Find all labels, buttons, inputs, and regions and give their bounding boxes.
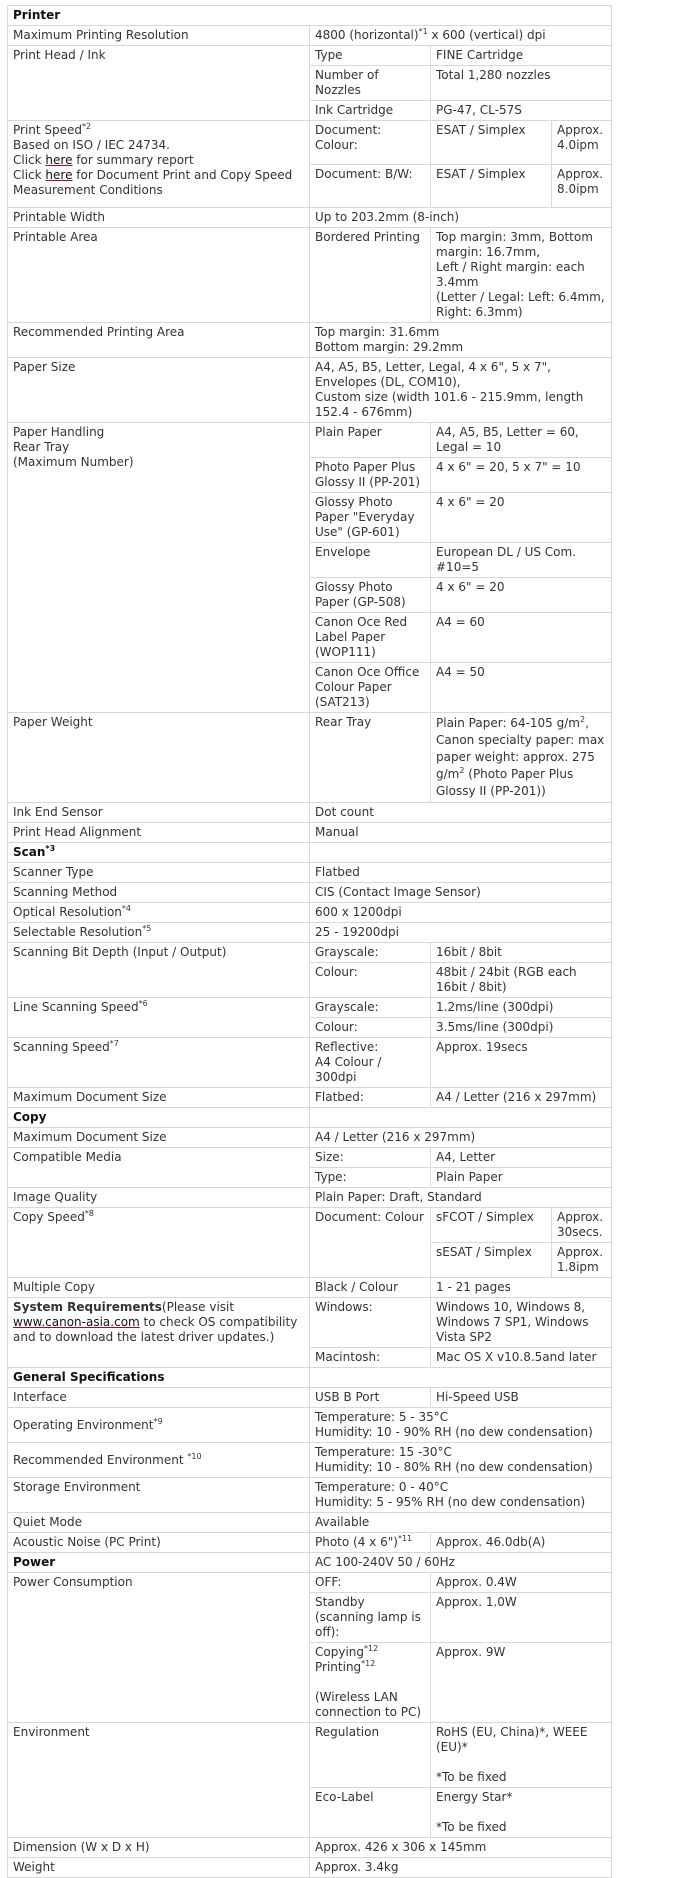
row-label: Storage Environment <box>8 1478 310 1513</box>
summary-report-link[interactable]: here <box>45 153 73 167</box>
print-head-ink-cell: Type FINE Cartridge Number of Nozzles Total 1,280 nozzles Ink Cartridge PG-47, CL-57S <box>310 46 612 121</box>
recommended-area-value: Top margin: 31.6mm Bottom margin: 29.2mm <box>310 323 612 358</box>
row-label: Maximum Document Size <box>8 1088 310 1108</box>
section-heading-copy: Copy <box>8 1108 310 1128</box>
row-label: Interface <box>8 1388 310 1408</box>
row-label: Maximum Printing Resolution <box>8 26 310 46</box>
paper-handling-label: Paper Handling Rear Tray (Maximum Number) <box>8 423 310 713</box>
row-label: Paper Size <box>8 358 310 423</box>
row-label: Quiet Mode <box>8 1513 310 1533</box>
row-label: Scanner Type <box>8 863 310 883</box>
row-label: Recommended Printing Area <box>8 323 310 358</box>
row-label: Multiple Copy <box>8 1278 310 1298</box>
row-label: Scanning Method <box>8 883 310 903</box>
row-label: Recommended Environment $^{*10}$ <box>8 1443 310 1478</box>
row-label: Weight <box>8 1858 310 1878</box>
printable-area-cell: Bordered Printing Top margin: 3mm, Bottom margin: 16.7mm, Left / Right margin: each 3.4mm (Letter / Legal: Left: 6.4mm, Right: 6.3mm) <box>310 228 612 323</box>
row-label: Scanning Speed$^{*7}$ <box>8 1038 310 1088</box>
row-label: Print Head / Ink <box>8 46 310 121</box>
row-label: Environment <box>8 1723 310 1838</box>
row-label: Line Scanning Speed$^{*6}$ <box>8 998 310 1038</box>
section-heading-printer: Printer <box>8 6 612 26</box>
row-label: Dimension (W x D x H) <box>8 1838 310 1858</box>
paper-handling-cell: Plain Paper A4, A5, B5, Letter = 60, Legal = 10 Photo Paper Plus Glossy II (PP-201) 4 x 6" = 20, 5 x 7" = 10 Glossy Photo Paper "Everyday Use" (GP-601) 4 x 6" = 20 Envelope European DL / US Com. #10=5 Glossy Photo Paper (GP-508) 4 x 6" = 20 Canon Oce Red Label Paper (WOP111) A4 = 60 Canon Oce Office Colour Paper (SAT213) A4 = 50 <box>310 423 612 713</box>
row-label: Operating Environment$^{*9}$ <box>8 1408 310 1443</box>
spec-table: Printer Maximum Printing Resolution 4800 (horizontal)$^{*1}$ x 600 (vertical) dpi Print Head / Ink Type FINE Cartridge Number of Nozzles Total 1,280 nozzles Ink Cartridge PG-47, CL-57S Print Speed$^{*2}$ Based on ISO / IEC 24734. Click here for summary report Click here for Document Print and Copy Speed Measurement Conditions Document: Colour: ESAT / Simplex Approx. 4.0ipm Document: B/W: ESAT / Simplex Approx. 8.0ipm Printable Width Up to 203.2mm (8-inch) Printable Area Bordered Printing Top margin: 3mm, Bottom margin: 16.7mm, Left / Right margin: each 3.4mm (Letter / Legal: Left: 6.4mm, Right: 6.3mm) Recommended Printing Area Top margin: 31.6mm Bottom margin: 29.2mm Paper Size A4, A5, B5, Letter, Legal, 4 x 6", 5 x 7", Envelopes (DL, COM10), Custom size (width 101.6 - 215.9mm, length 152.4 - 676mm) Paper Handling Rear Tray (Maximum Number) Plain Paper A4, A5, B5, Letter = 60, Legal = 10 Photo Paper Plus Glossy II (PP-201) 4 x 6" = 20, 5 x 7" = 10 Glossy Photo Paper "Everyday Use" (GP-601) 4 x 6" = 20 Envelope European DL / US Com. #10=5 Glossy Photo Paper (GP-508) 4 x 6" = 20 Canon Oce Red Label Paper (WOP111) A4 = 60 Canon Oce Office Colour Paper (SAT213) A4 = 50 Paper Weight Rear Tray Plain Paper: 64-105 $g/m^2$, Canon specialty paper: max paper weight: approx. 275 $g/m^2$ (Photo Paper Plus Glossy II (PP-201)) Ink End Sensor Dot count Print Head Alignment Manual Scan$^{*3}$ Scanner Type Flatbed Scanning Method CIS (Contact Image Sensor) Optical Resolution$^{*4}$ 600 x 1200dpi Selectable Resolution$^{*5}$ 25 - 19200dpi Scanning Bit Depth (Input / Output) Grayscale: 16bit / 8bit Colour: 48bit / 24bit (RGB each 16bit / 8bit) Line Scanning Speed$^{*6}$ Grayscale: 1.2ms/line (300dpi) Colour: 3.5ms/line (300dpi) Scanning Speed$^{*7}$ Reflective: A4 Colour / 300dpi Approx. 19secs Maximum Document Size Flatbed: A4 / Letter (216 x 297mm) Copy Maximum Document Size A4 / Letter (216 x 297mm) Compatible Media Size: A4, Letter Type: Plain Paper Image Quality Plain Paper: Draft, Standard Copy Speed$^{*8}$ Document: Colour sFCOT / Simplex Approx. 30secs. sESAT / Simplex Approx. 1.8ipm Multiple Copy Black / Colour 1 - 21 pages System Requirements(Please visit www.canon-asia.com to check OS compatibility and to download the latest driver updates.) Windows: Windows 10, Windows 8, Windows 7 SP1, Windows Vista SP2 Macintosh: Mac OS X v10.8.5and later General Specifications Interface USB B Port Hi-Speed USB Operating Environment$^{*9}$ Temperature: 5 - 35°C Humidity: 10 - 90% RH (no dew condensation) Recommended Environment $^{*10}$ Temperature: 15 -30°C Humidity: 10 - 80% RH (no dew condensation) Storage Environment Temperature: 0 - 40°C Humidity: 5 - 95% RH (no dew condensation) Quiet Mode Available Acoustic Noise (PC Print) Photo (4 x 6")$^{*11}$ Approx. 46.0db(A) Power AC 100-240V 50 / 60Hz Power Consumption OFF: Approx. 0.4W Standby (scanning lamp is off): Approx. 1.0W Copying$^{*12}$ Printing$^{*12}$ (Wireless LAN connection to PC) Approx. 9W Environment Regulation RoHS (EU, China)*, WEEE (EU)* *To be fixed Eco-Label Energy Star* *To be fixed Dimension (W x D x H) Approx. 426 x 306 x 145mm Weight Approx. 3.4kg <box>7 5 612 1878</box>
row-label: Image Quality <box>8 1188 310 1208</box>
print-speed-cell: Document: Colour: ESAT / Simplex Approx. 4.0ipm Document: B/W: ESAT / Simplex Approx. 8.0ipm <box>310 121 612 208</box>
row-label: Acoustic Noise (PC Print) <box>8 1533 310 1553</box>
row-label: Ink End Sensor <box>8 803 310 823</box>
paper-weight-cell: Rear Tray Plain Paper: 64-105 $g/m^2$, Canon specialty paper: max paper weight: approx. 275 $g/m^2$ (Photo Paper Plus Glossy II (PP-201)) <box>310 713 612 803</box>
max-resolution-value: 4800 (horizontal)$^{*1}$ x 600 (vertical) dpi <box>310 26 612 46</box>
row-label: Compatible Media <box>8 1148 310 1188</box>
row-label: Power Consumption <box>8 1573 310 1723</box>
measurement-conditions-link[interactable]: here <box>45 168 73 182</box>
row-label: Printable Width <box>8 208 310 228</box>
row-label: Copy Speed$^{*8}$ <box>8 1208 310 1278</box>
row-label: Scanning Bit Depth (Input / Output) <box>8 943 310 998</box>
section-heading-general: General Specifications <box>8 1368 310 1388</box>
system-requirements-label: System Requirements(Please visit www.canon-asia.com to check OS compatibility and to download the latest driver updates.) <box>8 1298 310 1368</box>
row-label: Printable Area <box>8 228 310 323</box>
printable-width-value: Up to 203.2mm (8-inch) <box>310 208 612 228</box>
row-label: Paper Weight <box>8 713 310 803</box>
section-heading-power: Power <box>8 1553 310 1573</box>
row-label: Optical Resolution$^{*4}$ <box>8 903 310 923</box>
row-label: Maximum Document Size <box>8 1128 310 1148</box>
canon-asia-link[interactable]: www.canon-asia.com <box>13 1315 140 1329</box>
paper-size-value: A4, A5, B5, Letter, Legal, 4 x 6", 5 x 7", Envelopes (DL, COM10), Custom size (width 101.6 - 215.9mm, length 152.4 - 676mm) <box>310 358 612 423</box>
row-label: Print Head Alignment <box>8 823 310 843</box>
section-heading-scan: Scan$^{*3}$ <box>8 843 310 863</box>
print-speed-label: Print Speed$^{*2}$ Based on ISO / IEC 24734. Click here for summary report Click here for Document Print and Copy Speed Measurement Conditions <box>8 121 310 208</box>
row-label: Selectable Resolution$^{*5}$ <box>8 923 310 943</box>
